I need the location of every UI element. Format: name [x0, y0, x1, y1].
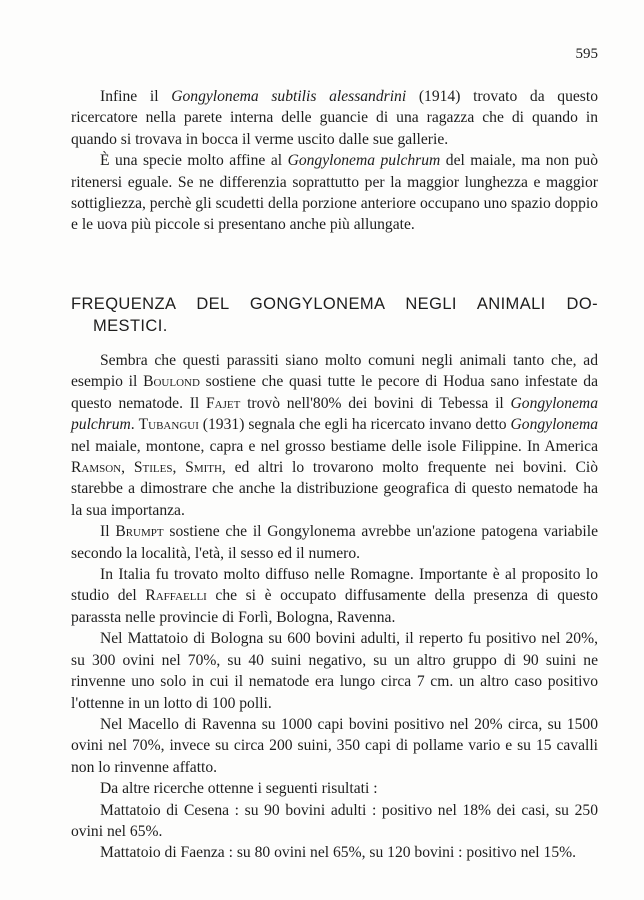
paragraph — [71, 800, 598, 843]
author-name: Tubangui — [138, 416, 199, 434]
text-run: Mattatoio di Cesena : su 90 bovini adulti : positivo nel 18% dei casi, su 250 ovini nel 65%. — [71, 801, 598, 840]
text-run: Nel Macello di Ravenna su 1000 capi bovini positivo nel 20% circa, su 1500 ovini nel 70%, invece su circa 200 suini, 350 capi di pollame vario e su 15 cavalli non lo rinvenne affatto. — [71, 715, 598, 776]
text-run: Il — [100, 523, 116, 541]
text-run: nel maiale, montone, capra e nel grosso bestiame delle isole Filippine. In America — [71, 437, 598, 455]
page-number: 595 — [575, 46, 598, 62]
paragraph — [71, 628, 598, 714]
paragraph — [71, 778, 598, 799]
species-name: Gongylonema pulchrum — [71, 394, 598, 434]
author-name: Ramson — [71, 459, 122, 477]
text-run: del maiale, ma non può ritenersi eguale. Se ne differenzia soprattutto per la maggior lunghezza e maggior sottigliezza, perchè gli scudetti della porzione anteriore occupano uno spazio doppio e le uova più piccole si presentano anche più allungate. — [71, 152, 598, 234]
author-name: Raffaelli — [145, 587, 207, 605]
heading-line-1: FREQUENZA DEL GONGYLONEMA NEGLI ANIMALI DO- — [71, 295, 598, 313]
text-run: Infine il — [100, 88, 172, 105]
paragraph — [71, 521, 598, 564]
author-name: Stiles — [133, 459, 173, 477]
paragraph — [71, 86, 598, 150]
text-run: (1914) trovato da questo ricercatore nella parete interna delle guancie di una ragazza che di quando in quando si trovava in bocca il verme uscito dalle sue gallerie. — [71, 88, 598, 148]
text-run: , — [121, 459, 134, 477]
species-name: Gongylonema pulchrum — [287, 152, 441, 170]
text-run: sostiene che quasi tutte le pecore di Hodua sano infestate da questo nematode. Il — [71, 373, 598, 412]
author-name: Boulond — [143, 373, 200, 391]
text-run: sostiene che il Gongylonema avrebbe un'azione patogena variabile secondo la località, l'età, il sesso ed il numero. — [71, 523, 598, 562]
text-run: che si è occupato diffusamente della presenza di questo parassta nelle provincie di Forlì, Bologna, Ravenna. — [71, 587, 598, 626]
paragraph — [71, 150, 598, 236]
author-name: Brumpt — [115, 523, 164, 541]
author-name: Smith — [185, 459, 222, 477]
text-run: Sembra che questi parassiti siano molto comuni negli animali tanto che, ad esempio il — [71, 352, 598, 391]
paragraph — [71, 714, 598, 778]
text-run: (1931) segnala che egli ha ricercato invano detto — [198, 416, 511, 434]
paragraph — [71, 842, 598, 863]
text-run: Da altre ricerche ottenne i seguenti risultati : — [100, 780, 378, 798]
text-run: trovò nell'80% dei bovini di Tebessa il — [240, 394, 511, 412]
paragraph — [71, 564, 598, 628]
text-run: È una specie molto affine al — [100, 152, 288, 170]
author-name: Fajet — [205, 394, 241, 412]
text-run: . — [130, 416, 139, 434]
text-run: , — [172, 459, 186, 477]
text-run: Mattatoio di Faenza : su 80 ovini nel 65%, su 120 bovini : positivo nel 15%. — [100, 844, 576, 862]
paragraph — [71, 350, 598, 521]
section-gongylonema-subtilis — [71, 86, 598, 236]
species-name: Gongylonema — [510, 416, 599, 434]
section-heading — [71, 293, 598, 337]
text-run: In Italia fu trovato molto diffuso nelle Romagne. Importante è al proposito lo studio del — [71, 566, 598, 605]
section-frequenza — [71, 350, 598, 864]
text-run: , ed altri lo trovarono molto frequente nei bovini. Ciò starebbe a dimostrare che anche la distribuzione geografica di questo nematode ha la sua importanza. — [71, 459, 599, 519]
text-run: Nel Mattatoio di Bologna su 600 bovini adulti, il reperto fu positivo nel 20%, su 300 ovini nel 70%, su 40 suini negativo, su un altro gruppo di 90 suini ne rinvenne uno solo in cui il nematode era lungo circa 7 cm. un altro caso positivo l'ottenne in un lotto di 100 polli. — [71, 630, 598, 712]
species-name: Gongylonema subtilis alessandrini — [171, 88, 407, 105]
heading-line-2: MESTICI. — [93, 317, 168, 335]
